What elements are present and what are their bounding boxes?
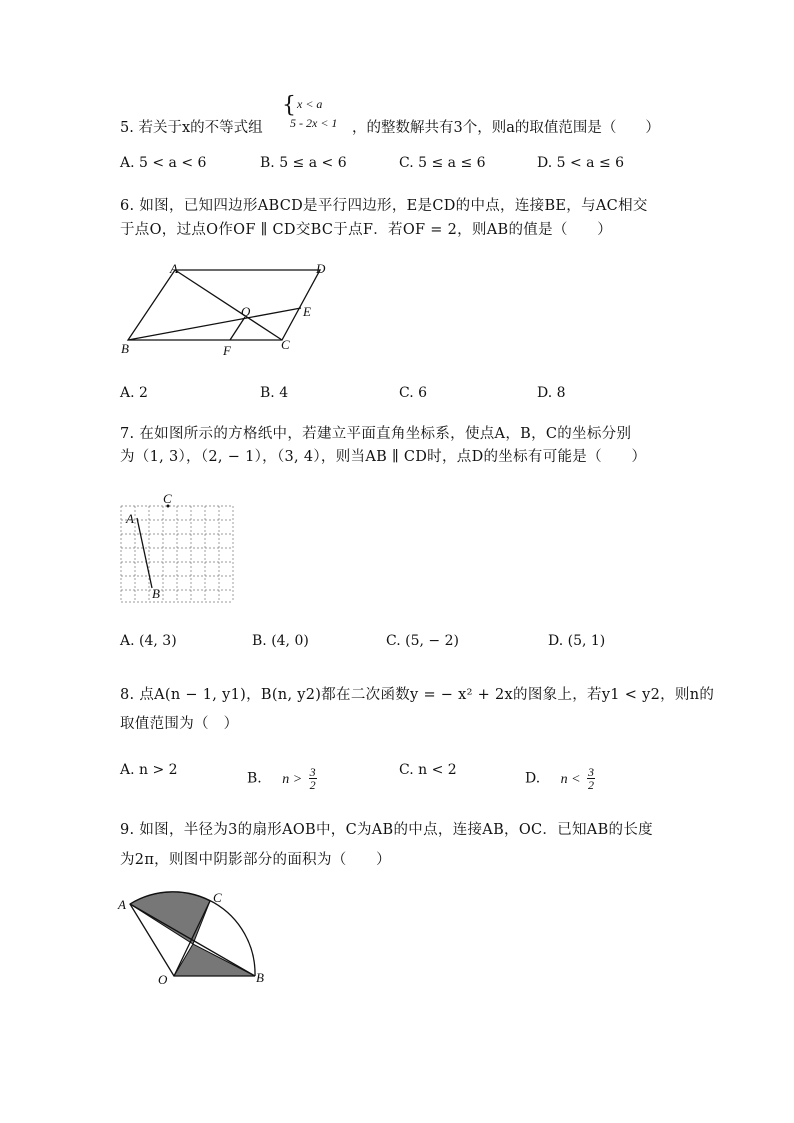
q5-text-suffix: ，的整数解共有3个，则a的取值范围是（ ） — [352, 120, 660, 136]
q9-text-line-2: 为2π，则图中阴影部分的面积为（ ） — [120, 852, 391, 868]
q5-option-a[interactable]: A. 5 < a < 6 — [120, 155, 207, 171]
q8-text-line-1: 8. 点A(n − 1, y1)，B(n, y2)都在二次函数y = − x² + 2x的图象上，若y1 < y2，则n的 — [120, 687, 715, 703]
system-line-2: 5 - 2x < 1 — [290, 116, 338, 130]
system-line-1: x < a — [297, 97, 323, 111]
q5-text-prefix: 5. 若关于x的不等式组 — [120, 120, 263, 136]
label-c: C — [281, 337, 290, 352]
label-c: C — [213, 890, 222, 905]
q7-option-b[interactable]: B. (4, 0) — [252, 633, 309, 649]
shaded-region-top — [130, 892, 210, 944]
q5-option-d[interactable]: D. 5 < a ≤ 6 — [537, 155, 625, 171]
segment-ab — [137, 518, 152, 588]
fraction-three-halves: $\frac{3}{2}$ — [588, 765, 595, 792]
q9-text-line-1: 9. 如图，半径为3的扇形AOB中，C为AB的中点，连接AB，OC．已知AB的长度 — [120, 822, 653, 838]
q6-option-a[interactable]: A. 2 — [120, 385, 148, 401]
q8-option-b[interactable] — [247, 766, 317, 791]
q7-option-a[interactable]: A. (4, 3) — [120, 633, 177, 649]
q7-option-d[interactable]: D. (5, 1) — [548, 633, 606, 649]
sector-figure — [112, 884, 282, 994]
label-d: D — [316, 261, 326, 276]
q8-option-c[interactable]: C. n < 2 — [399, 762, 457, 778]
grid-figure — [112, 490, 242, 608]
label-o: O — [158, 972, 168, 987]
label-c: C — [163, 491, 172, 506]
q6-option-d[interactable]: D. 8 — [537, 385, 566, 401]
q6-text-line-1: 6. 如图，已知四边形ABCD是平行四边形，E是CD的中点，连接BE，与AC相交 — [120, 198, 648, 214]
q6-option-b[interactable]: B. 4 — [260, 385, 289, 401]
diagonal-ac — [175, 270, 282, 340]
label-a: A — [126, 511, 134, 526]
q5-option-c[interactable]: C. 5 ≤ a ≤ 6 — [399, 155, 486, 171]
q8-option-d[interactable] — [525, 766, 595, 791]
q7-text-line-1: 7. 在如图所示的方格纸中，若建立平面直角坐标系，使点A，B，C的坐标分别 — [120, 426, 632, 442]
label-a: A — [118, 897, 126, 912]
label-o: O — [241, 304, 251, 319]
parallelogram-figure — [110, 258, 350, 368]
q8-text-line-2: 取值范围为（ ） — [120, 716, 239, 732]
q8-option-b-letter: B. — [247, 770, 262, 787]
fraction-three-halves: $\frac{3}{2}$ — [309, 765, 316, 792]
q8-option-a[interactable]: A. n > 2 — [120, 762, 178, 778]
parallelogram-abcd — [128, 270, 320, 340]
q8-option-d-expr: n < — [560, 771, 581, 787]
shaded-region-bottom — [174, 944, 255, 976]
q7-option-c[interactable]: C. (5, − 2) — [386, 633, 459, 649]
q5-option-b[interactable]: B. 5 ≤ a < 6 — [260, 155, 347, 171]
label-e: E — [303, 304, 311, 319]
label-f: F — [223, 343, 231, 358]
q6-option-c[interactable]: C. 6 — [399, 385, 428, 401]
system-brace: { — [282, 93, 296, 118]
q7-text-line-2: 为（1, 3），（2, − 1），（3, 4），则当AB ∥ CD时，点D的坐标有可能是（ ） — [120, 449, 647, 465]
label-b: B — [256, 970, 264, 985]
label-a: A — [170, 261, 178, 276]
q8-option-b-expr: n > — [282, 771, 303, 787]
label-b: B — [152, 586, 160, 601]
q6-text-line-2: 于点O，过点O作OF ∥ CD交BC于点F．若OF = 2，则AB的值是（ ） — [120, 222, 613, 238]
q8-option-d-letter: D. — [525, 770, 541, 787]
label-b: B — [121, 341, 129, 356]
